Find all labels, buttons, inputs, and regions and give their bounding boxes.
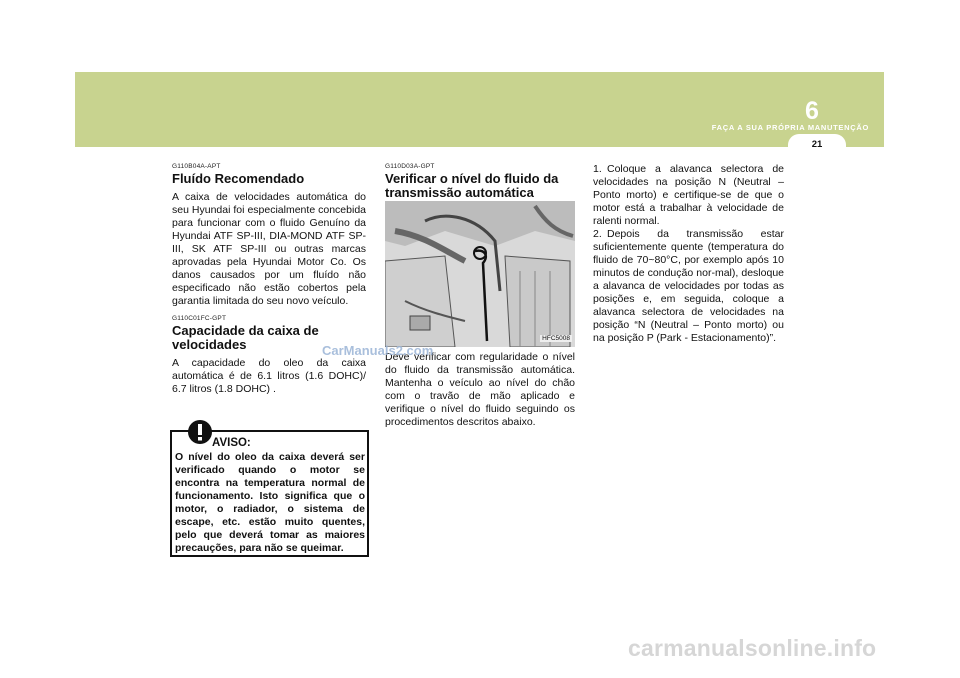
step-text: Coloque a alavanca selectora de velocidades na posição N (Neutral – Ponto morto) e certifique-se de que o motor está a trabalhar à velocidade de ralenti normal. bbox=[593, 163, 784, 227]
watermark-text: CarManuals2.com bbox=[322, 343, 434, 358]
step-item bbox=[593, 228, 784, 345]
step-number: 2. bbox=[593, 228, 602, 240]
step-number: 1. bbox=[593, 163, 602, 175]
heading-gearbox-capacity: Capacidade da caixa de velocidades bbox=[172, 323, 319, 352]
paragraph-gearbox-capacity: A capacidade do oleo da caixa automática é de 6.1 litros (1.6 DOHC)/ 6.7 litros (1.8 DOHC) . bbox=[172, 357, 366, 395]
figure-code: HFC5008 bbox=[542, 335, 570, 342]
engine-bay-figure bbox=[385, 201, 575, 347]
chapter-number: 6 bbox=[805, 97, 819, 125]
section-code: G110D03A-GPT bbox=[385, 163, 435, 170]
column-steps bbox=[593, 163, 784, 345]
paragraph-recommended-fluid: A caixa de velocidades automática do seu Hyundai foi especialmente concebida para funcionar com o fluido Genuíno da Hyundai ATF SP-III, DIA-MOND ATF SP-III, SK ATF SP-III ou outras marcas aprovadas pela Hyundai Motor Co. Os danos causados por um fluído não especificado não estão cobertos pela garantia limitada do seu novo veículo. bbox=[172, 191, 366, 307]
page-number: 21 bbox=[811, 139, 823, 150]
section-title: FAÇA A SUA PRÓPRIA MANUTENÇÃO bbox=[711, 123, 869, 132]
header-band bbox=[75, 72, 884, 147]
step-item bbox=[593, 163, 784, 228]
column-check-fluid-text bbox=[385, 351, 575, 429]
column-check-fluid bbox=[385, 163, 575, 205]
paragraph-check-fluid: Deve verificar com regularidade o nível do fluido da transmissão automática. Mantenha o veículo ao nível do chão com o travão de mão aplicado e verifique o nível do fluido seguindo os procedimentos descritos abaixo. bbox=[385, 351, 575, 428]
engine-illustration bbox=[385, 201, 575, 347]
exclamation-icon bbox=[187, 419, 213, 445]
section-code: G110C01FC-GPT bbox=[172, 315, 227, 322]
heading-check-fluid: Verificar o nível do fluido da transmissão automática bbox=[385, 171, 559, 200]
column-recommended-fluid bbox=[172, 163, 366, 396]
warning-text: O nível do oleo da caixa deverá ser verificado quando o motor se encontra na temperatura normal de funcionamento. Isto significa que o motor, o radiador, o sistema de escape, etc. estão muito quentes, pelo que deverá tomar as maiores precauções, para não se queimar. bbox=[175, 451, 365, 554]
footer-watermark: carmanualsonline.info bbox=[628, 635, 877, 661]
warning-box bbox=[170, 430, 369, 557]
steps-list bbox=[593, 163, 784, 345]
heading-recommended-fluid: Fluído Recomendado bbox=[172, 171, 305, 186]
section-code: G110B04A-APT bbox=[172, 163, 221, 170]
step-text: Depois da transmissão estar suficientemente quente (temperatura do fluido de 70~80°C, por exemplo após 10 minutos de condução nor-mal), desloque a alavanca de velocidades por todas as posições e, em seguida, coloque a alavanca selectora de velocidades na posição “N (Neutral – Ponto morto) ou na posição P (Park - Estacionamento)”. bbox=[593, 228, 784, 344]
warning-title: AVISO: bbox=[212, 437, 251, 449]
